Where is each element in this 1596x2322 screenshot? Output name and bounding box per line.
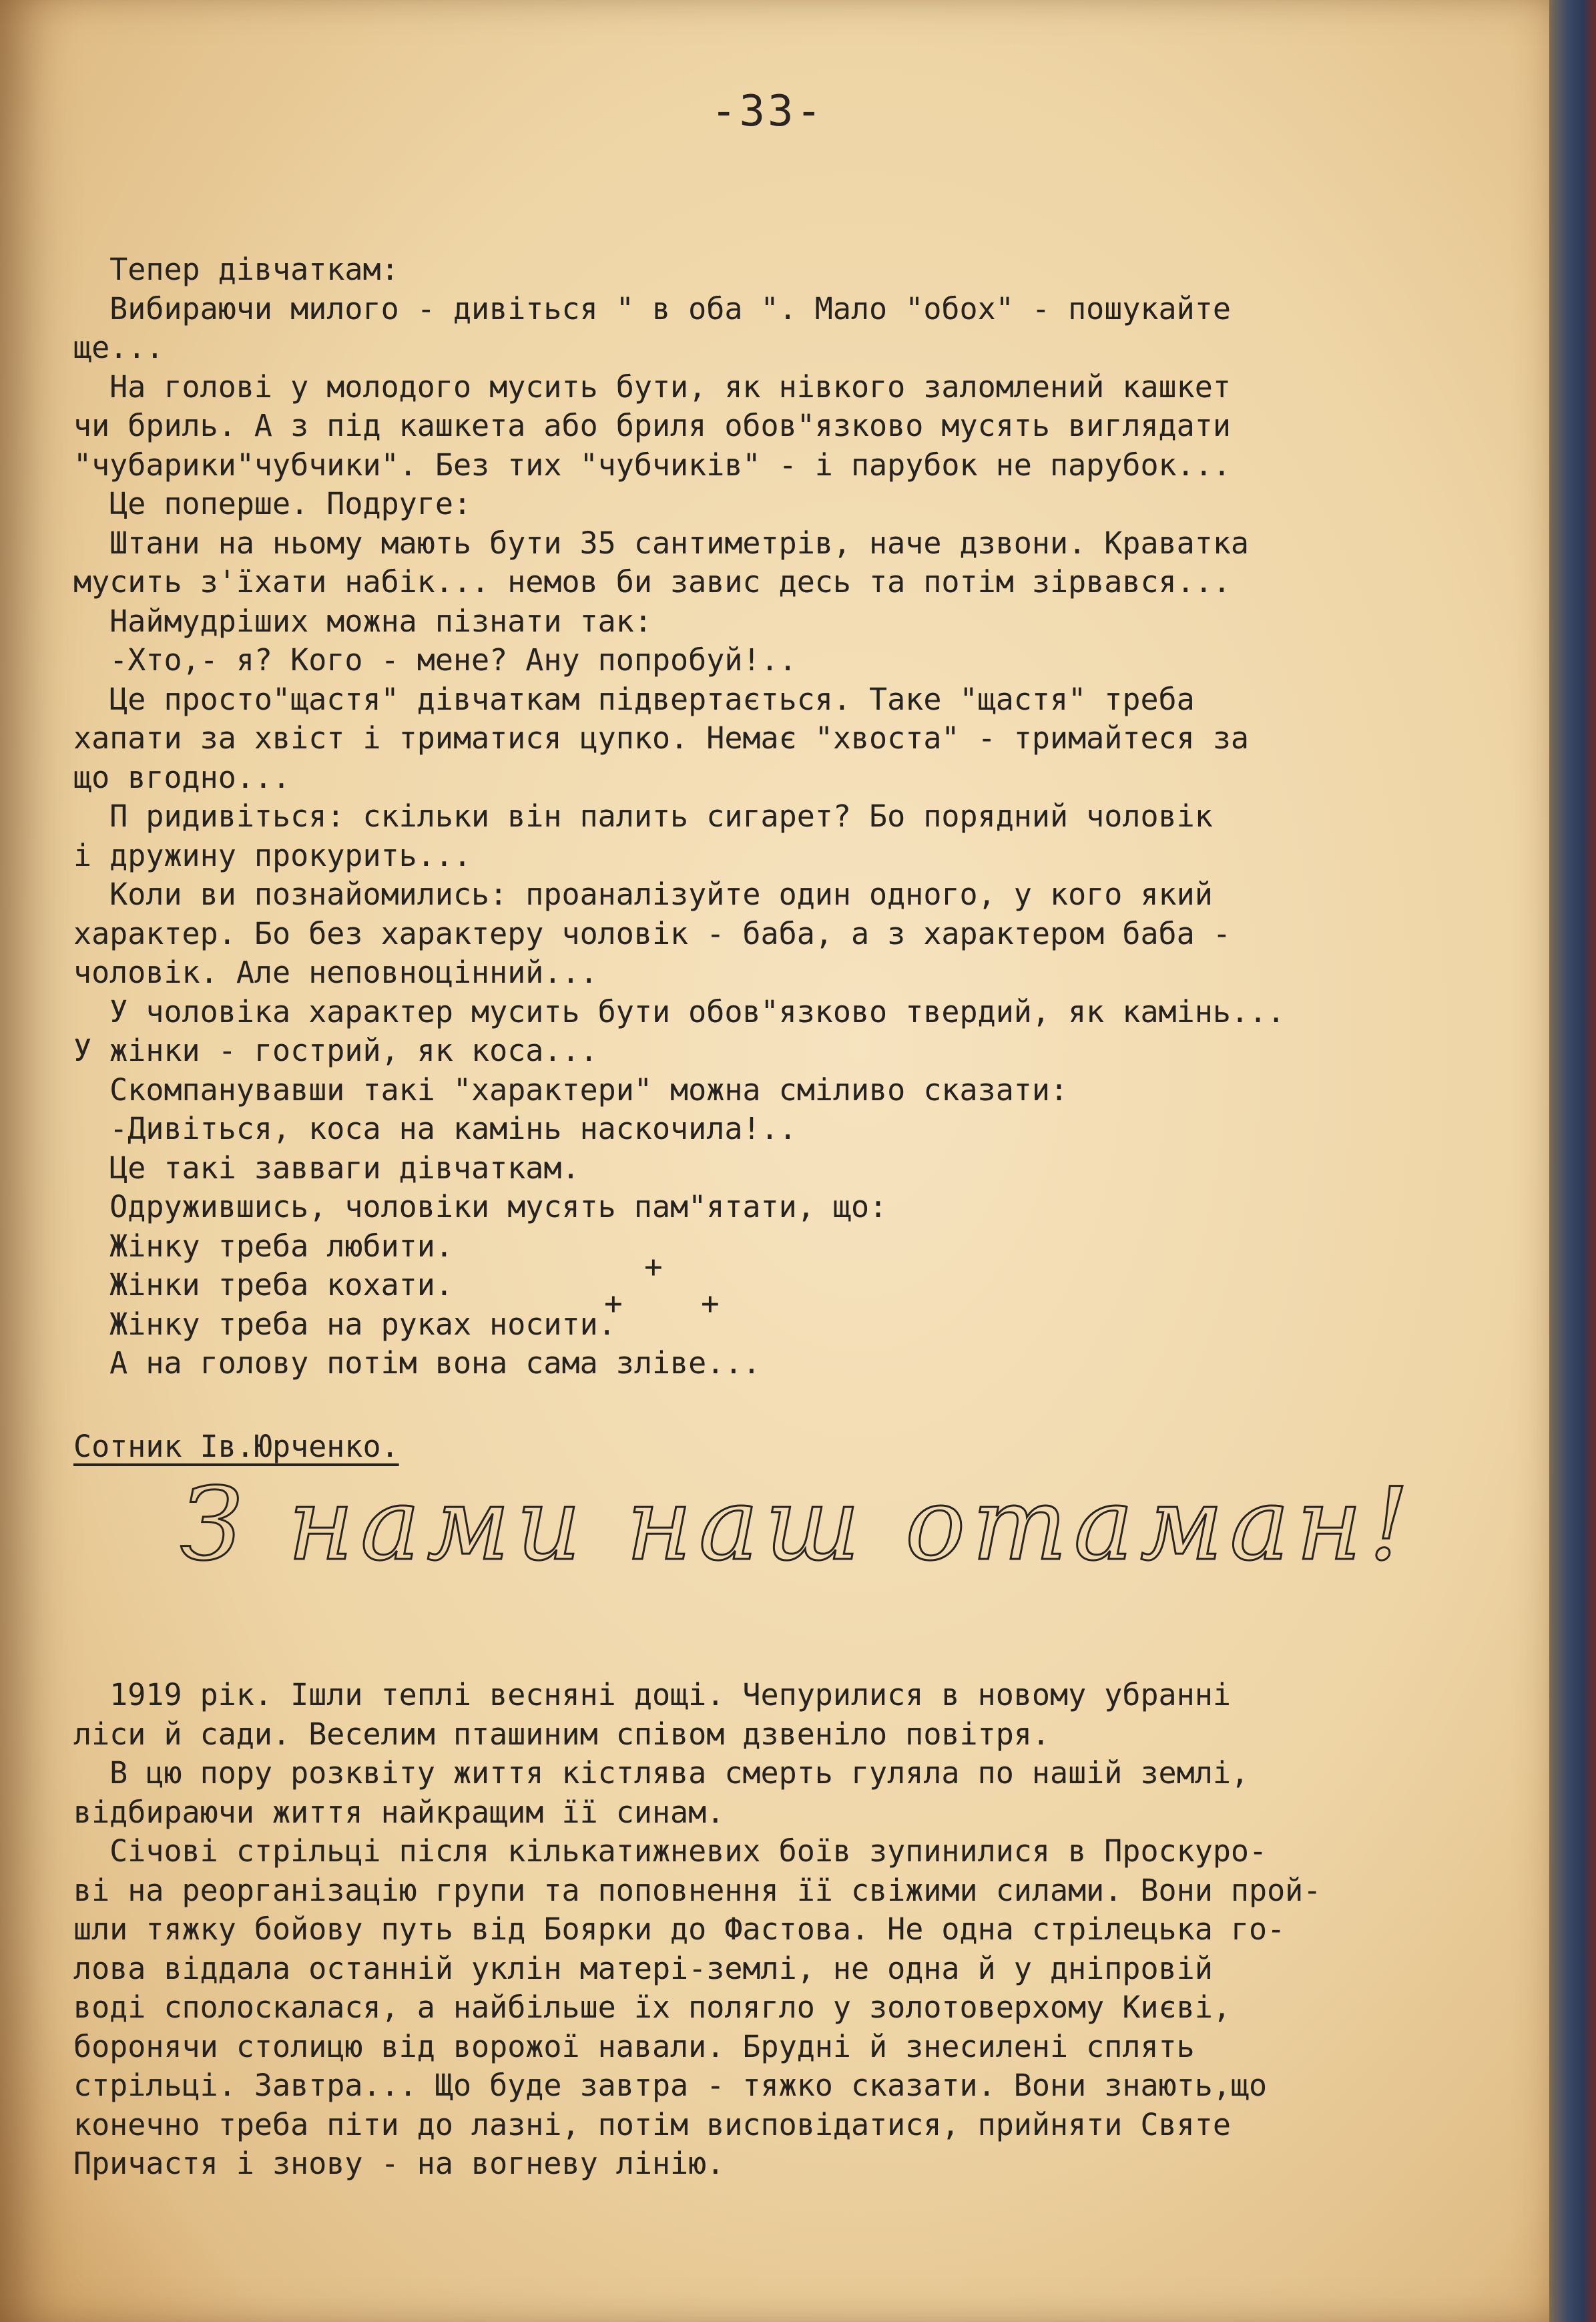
text-line: У чоловіка характер мусить бути обов"язково твердий, як камінь... [73,993,1286,1029]
text-line: чи бриль. А з під кашкета або бриля обов"язково мусять виглядати [73,408,1231,443]
text-line: Вибираючи милого - дивіться " в оба ". Мало "обох" - пошукайте [73,290,1231,326]
text-line: ще... [73,330,164,365]
text-line: Тепер дівчаткам: [73,252,399,287]
separator-mark: + [644,1248,663,1285]
text-line: Скомпанувавши такі "характери" можна сміливо сказати: [73,1072,1069,1108]
text-line: ліси й сади. Веселим пташиним співом дзвеніло повітря. [73,1716,1050,1752]
text-line: характер. Бо без характеру чоловік - баба, а з характером баба - [73,915,1231,951]
text-line: Жінки треба кохати. [73,1267,453,1303]
text-line: "чубарики"чубчики". Без тих "чубчиків" - і парубок не парубок... [73,447,1231,483]
text-line: ві на реорганізацію групи та поповнення її свіжими силами. Вони прой- [73,1872,1322,1908]
handwritten-title [180,1467,1416,1586]
separator-mark: + [604,1285,623,1321]
separator [581,1248,741,1322]
text-line: боронячи столицю від ворожої навали. Брудні й знесилені сплять [73,2028,1195,2064]
text-line: Це такі завваги дівчаткам. [73,1150,580,1186]
text-line: хапати за хвіст і триматися цупко. Немає "хвоста" - тримайтеся за [73,720,1249,756]
text-line: чоловік. Але неповноцінний... [73,955,598,990]
text-line: 1919 рік. Ішли теплі весняні дощі. Чепурилися в новому убранні [73,1677,1231,1712]
text-line: лова віддала останній уклін матері-землі, не одна й у дніпровій [73,1950,1213,1986]
text-line: Це поперше. Подруге: [73,486,472,521]
text-line: Жінку треба любити. [73,1228,453,1264]
text-line: В цю пору розквіту життя кістлява смерть гуляла по нашій землі, [73,1755,1249,1791]
text-line: На голові у молодого мусить бути, як нівкого заломлений кашкет [73,369,1231,405]
text-line: шли тяжку бойову путь від Боярки до Фастова. Не одна стрілецька го- [73,1911,1286,1947]
text-line: воді сполоскалася, а найбільше їх полягло у золотоверхому Києві, [73,1990,1231,2025]
text-line: Це просто"щастя" дівчаткам підвертається. Таке "щастя" треба [73,681,1195,717]
typed-text-part1 [73,250,1285,1383]
text-line: Коли ви познайомились: проаналізуйте один одного, у кого який [73,877,1213,912]
author-line: Сотник Ів.Юрченко. [73,1429,399,1464]
text-line: що вгодно... [73,759,291,795]
book-spine [1549,0,1596,2322]
text-line: А на голову потім вона сама зліве... [73,1345,761,1381]
text-line: -Дивіться, коса на камінь наскочила!.. [73,1111,797,1146]
text-line: Наймудріших можна пізнати так: [73,603,652,639]
text-line: конечно треба піти до лазні, потім висповідатися, прийняти Святе [73,2106,1231,2142]
text-line: -Хто,- я? Кого - мене? Ану попробуй!.. [73,642,797,678]
text-line: Штани на ньому мають бути 35 сантиметрів, наче дзвони. Краватка [73,525,1249,561]
text-line: і дружину прокурить... [73,837,472,873]
text-line: П ридивіться: скільки він палить сигарет? Бо порядний чоловік [73,798,1213,834]
separator-mark: + [701,1285,720,1321]
handwritten-title-text: З нами наш отаман! [180,1467,1416,1583]
text-line: У жінки - гострий, як коса... [73,1033,598,1068]
typed-text-part2 [73,1676,1321,2184]
page-number: -33- [710,87,825,136]
text-line: стрільці. Завтра... Що буде завтра - тяжко сказати. Вони знають,що [73,2068,1268,2103]
text-line: відбираючи життя найкращим її синам. [73,1794,725,1830]
text-line: Причастя і знову - на вогневу лінію. [73,2146,725,2181]
text-line: Жінку треба на руках носити. [73,1306,616,1342]
text-line: Січові стрільці після кількатижневих боїв зупинилися в Проскуро- [73,1833,1268,1869]
text-line: Одружившись, чоловіки мусять пам"ятати, що: [73,1189,888,1224]
text-line: мусить з'їхати набік... немов би завис десь та потім зірвався... [73,564,1231,600]
